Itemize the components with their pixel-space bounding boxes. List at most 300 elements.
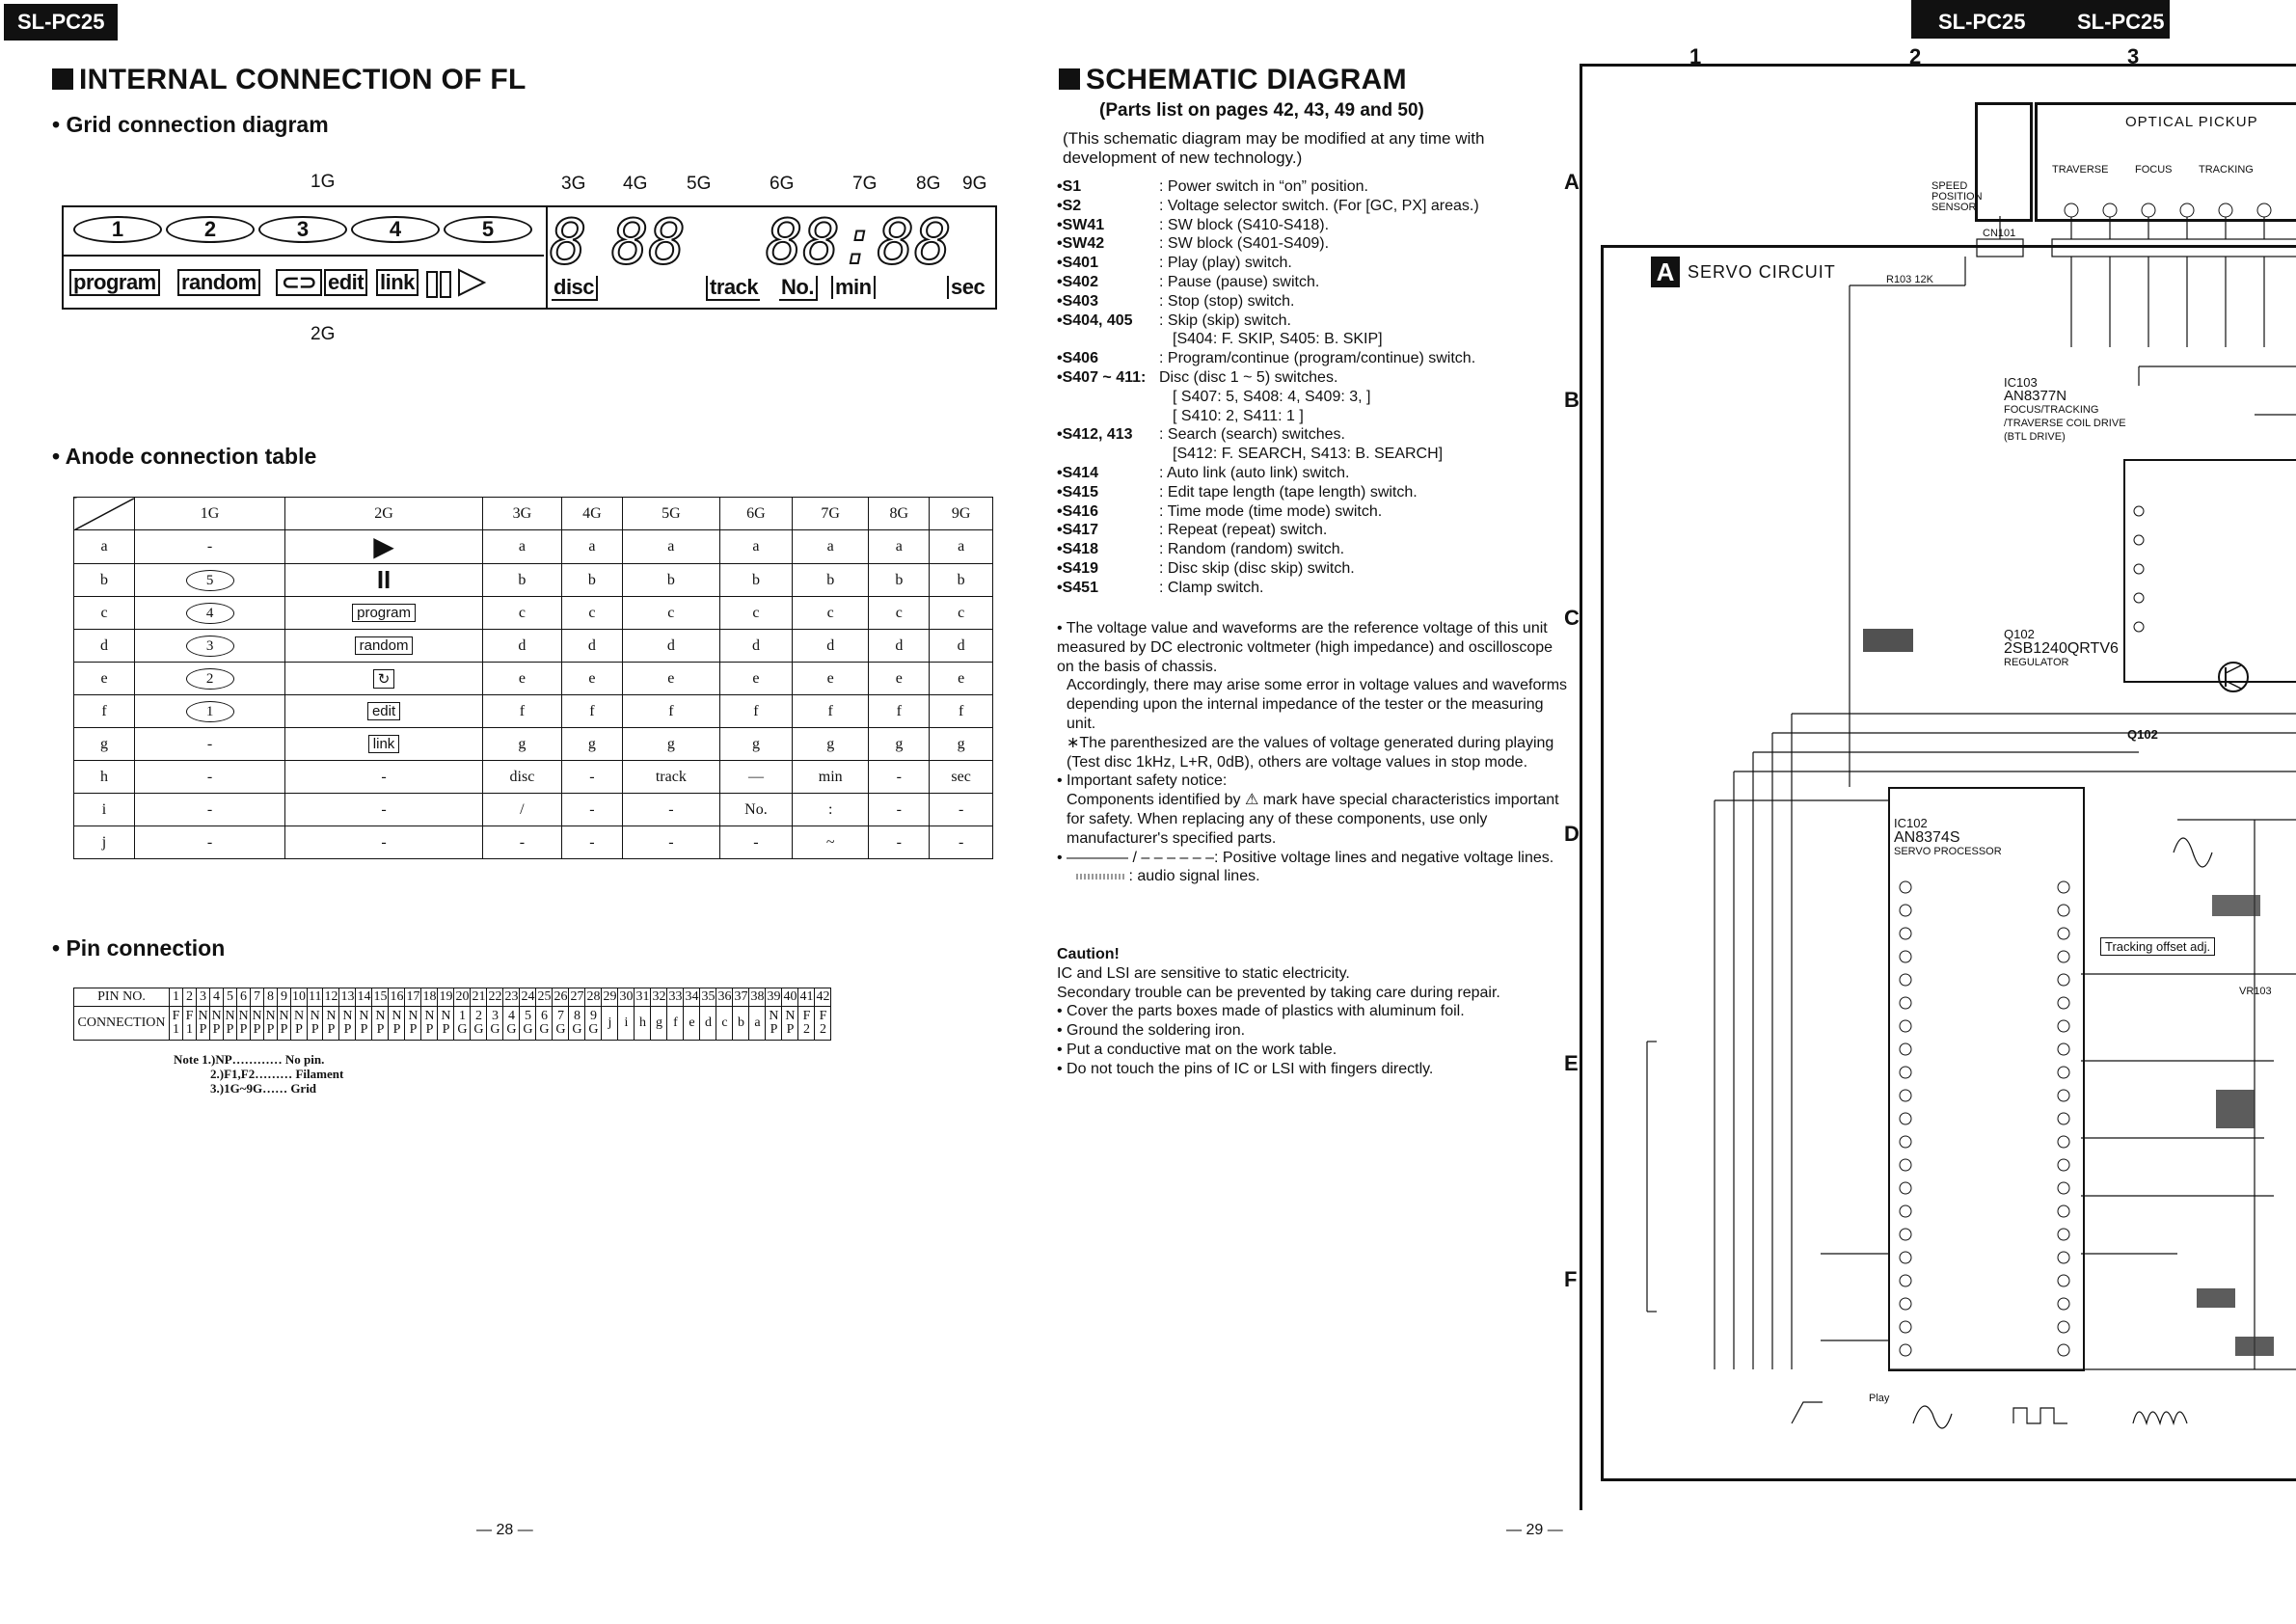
pin-connection-top: j [608, 1015, 612, 1030]
switch-list [1057, 177, 1568, 598]
anode-cell [719, 630, 792, 663]
pin-number: 4 [210, 988, 224, 1007]
grid-label-3g: 3G [561, 174, 586, 194]
anode-cell [561, 663, 622, 695]
anode-row [74, 728, 993, 761]
anode-row-label: e [74, 663, 135, 695]
anode-value: - [381, 800, 387, 818]
switch-entry [1057, 330, 1568, 349]
pin-connection [585, 1007, 602, 1041]
anode-value: - [206, 768, 213, 785]
pin-connection-bottom: P [770, 1022, 778, 1037]
anode-row-label: i [74, 794, 135, 826]
anode-cell [793, 530, 869, 564]
pin-number: 31 [635, 988, 651, 1007]
annunciator-random: random [177, 269, 260, 296]
pin-connection-top: N [392, 1009, 402, 1023]
pin-connection-top: 1 [458, 1009, 466, 1023]
anode-cell [719, 597, 792, 630]
switch-id [1057, 330, 1159, 349]
grid-label-8g: 8G [916, 174, 941, 194]
schematic-section-title: SCHEMATIC DIAGRAM [1059, 64, 1407, 96]
anode-value: f [519, 702, 526, 719]
section-bullet-icon [52, 68, 73, 90]
anode-value: e [588, 669, 596, 687]
pin-connection-top: N [265, 1009, 276, 1023]
pin-connection-top: 3 [491, 1009, 499, 1023]
anode-value: a [667, 538, 675, 555]
anode-value: b [518, 571, 527, 588]
anode-cell [561, 630, 622, 663]
anode-value: f [668, 702, 674, 719]
pin-number: 18 [421, 988, 438, 1007]
anode-cell [285, 530, 483, 564]
pin-connection [210, 1007, 224, 1041]
pin-number: 32 [651, 988, 667, 1007]
word-sec: sec [947, 276, 986, 299]
switch-id: •S415 [1057, 483, 1098, 501]
anode-cell [561, 728, 622, 761]
switch-desc: [S412: F. SEARCH, S413: B. SEARCH] [1173, 446, 1444, 463]
pin-number: 17 [405, 988, 421, 1007]
anode-value: - [668, 833, 674, 851]
switch-desc: [ S410: 2, S411: 1 ] [1173, 407, 1304, 424]
switch-desc: : Voltage selector switch. (For [GC, PX] areas.) [1159, 197, 1479, 214]
pin-connection-bottom: P [343, 1022, 352, 1037]
anode-cell [285, 826, 483, 859]
pause-bar-icon [426, 271, 438, 298]
anode-cell [285, 695, 483, 728]
anode-value: e [826, 669, 834, 687]
anode-cell [482, 794, 561, 826]
pin-notes [174, 1052, 343, 1096]
anode-row [74, 663, 993, 695]
anode-cell [285, 728, 483, 761]
switch-entry [1057, 368, 1568, 388]
anode-value: d [518, 636, 527, 654]
anode-cell [135, 728, 285, 761]
anode-cell [719, 794, 792, 826]
pin-number: 36 [716, 988, 733, 1007]
page-number-right: — 29 — [1506, 1522, 1563, 1538]
pin-connection [291, 1007, 308, 1041]
anode-cell [869, 794, 930, 826]
page-number-left: — 28 — [476, 1522, 533, 1538]
anode-cell [482, 597, 561, 630]
anode-value: c [895, 604, 903, 621]
switch-desc: : Disc skip (disc skip) switch. [1159, 559, 1355, 577]
anode-value: g [751, 735, 760, 752]
pin-connection [766, 1007, 782, 1041]
pin-connection-top: e [689, 1015, 695, 1030]
anode-cell [561, 826, 622, 859]
audio-lines-note: : audio signal lines. [1057, 867, 1568, 886]
pin-heading: • Pin connection [52, 935, 226, 961]
pin-connection [278, 1007, 291, 1041]
anode-value: - [589, 833, 595, 851]
anode-cell [930, 564, 993, 597]
anode-cell [793, 630, 869, 663]
anode-cell [482, 761, 561, 794]
anode-value: b [587, 571, 596, 588]
anode-value: e [518, 669, 526, 687]
pin-number-row [74, 988, 831, 1007]
switch-id: •SW41 [1057, 216, 1105, 233]
pin-number: 26 [553, 988, 569, 1007]
anode-cell [622, 826, 719, 859]
annunciator-program: program [69, 269, 160, 296]
pin-number: 1 [170, 988, 183, 1007]
anode-cell [622, 630, 719, 663]
schematic-wiring [1599, 0, 2296, 1624]
anode-cell [622, 663, 719, 695]
anode-cell [869, 564, 930, 597]
pin-connection-bottom: P [327, 1022, 336, 1037]
pin-connection-row [74, 1007, 831, 1041]
pause-icon: II [376, 565, 392, 594]
anode-cell [869, 530, 930, 564]
anode-col-header: 9G [930, 498, 993, 530]
anode-cell [285, 761, 483, 794]
anode-cell [719, 663, 792, 695]
pin-connection [684, 1007, 700, 1041]
pin-note: Note 1.)NP………… No pin. [174, 1052, 325, 1067]
pin-connection-bottom: P [212, 1022, 221, 1037]
anode-cell [930, 630, 993, 663]
pin-connection [569, 1007, 585, 1041]
pin-connection-bottom: G [539, 1022, 550, 1037]
pin-connection [170, 1007, 183, 1041]
switch-id [1057, 445, 1159, 464]
anode-row-label: g [74, 728, 135, 761]
anode-cell [622, 794, 719, 826]
servo-block-label: A [1651, 257, 1680, 287]
pin-connection-bottom: P [266, 1022, 275, 1037]
pin-connection [651, 1007, 667, 1041]
pin-connection-bottom: G [588, 1022, 599, 1037]
optical-pickup-title: OPTICAL PICKUP [2125, 114, 2258, 130]
switch-id: •S401 [1057, 255, 1098, 272]
grid-label-4g: 4G [623, 174, 648, 194]
pin-connection [308, 1007, 323, 1041]
annunciator-edit: edit [324, 269, 367, 296]
anode-heading: • Anode connection table [52, 444, 317, 469]
anode-cell [930, 728, 993, 761]
switch-entry [1057, 521, 1568, 540]
anode-cell [869, 630, 930, 663]
pin-connection [405, 1007, 421, 1041]
ic103-func-3: (BTL DRIVE) [2004, 431, 2066, 443]
anode-value: — [747, 768, 764, 785]
pin-connection-top: N [441, 1009, 451, 1023]
anode-value: f [958, 702, 964, 719]
pin-connection-top: 7 [556, 1009, 564, 1023]
anode-corner-cell [74, 498, 135, 530]
pin-connection-top: N [424, 1009, 435, 1023]
pin-connection-bottom: G [523, 1022, 533, 1037]
switch-desc: : Clamp switch. [1159, 579, 1264, 596]
anode-cell [482, 695, 561, 728]
pin-number: 21 [471, 988, 487, 1007]
pin-number: 5 [224, 988, 237, 1007]
pin-connection [733, 1007, 749, 1041]
switch-desc: : SW block (S401-S409). [1159, 235, 1330, 253]
anode-value: g [895, 735, 904, 752]
anode-cell [135, 530, 285, 564]
pin-connection-bottom: P [239, 1022, 248, 1037]
anode-value: d [666, 636, 675, 654]
switch-desc: [S404: F. SKIP, S405: B. SKIP] [1173, 331, 1383, 348]
pin-connection-bottom: 1 [186, 1022, 193, 1037]
pin-connection-top: N [326, 1009, 337, 1023]
anode-col-header: 2G [285, 498, 483, 530]
anode-value: f [589, 702, 595, 719]
ic103-ref: IC103 [2004, 375, 2038, 390]
anode-value: track [655, 768, 687, 785]
anode-value: - [753, 833, 759, 851]
anode-value: d [751, 636, 760, 654]
caution-block [1057, 945, 1568, 1079]
switch-entry [1057, 254, 1568, 273]
pin-connection [553, 1007, 569, 1041]
anode-value: c [958, 604, 965, 621]
annunciator-badge: random [355, 636, 414, 655]
connector-label: CN101 [1983, 228, 2016, 239]
anode-value: g [957, 735, 965, 752]
anode-cell [482, 564, 561, 597]
anode-value: - [206, 735, 213, 752]
switch-entry [1057, 540, 1568, 559]
anode-cell [719, 564, 792, 597]
switch-id: •S1 [1057, 178, 1082, 195]
pin-connection-top: d [704, 1015, 712, 1030]
voltage-note-2: Accordingly, there may arise some error in voltage values and waveforms depending upon the internal impedance of the tester or the measuring unit. [1067, 677, 1568, 732]
pin-connection [618, 1007, 635, 1041]
segment-digits-6g-9g: 88:88 [766, 207, 952, 279]
pin-connection-bottom: 2 [819, 1022, 826, 1037]
disc-indicator-5: 5 [444, 216, 532, 243]
anode-cell [930, 597, 993, 630]
anode-value: g [666, 735, 675, 752]
anode-value: e [958, 669, 965, 687]
caution-line: • Put a conductive mat on the work table. [1057, 1041, 1337, 1058]
play-icon [457, 268, 488, 297]
voltage-note-3: ∗The parenthesized are the values of voltage generated during playing (Test disc 1kHz, L+R, 0dB), others are voltage values in stop mode. [1067, 734, 1554, 771]
pin-number: 42 [815, 988, 831, 1007]
anode-cell [285, 630, 483, 663]
disc-number-badge: 1 [186, 701, 234, 722]
pin-connection-top: c [721, 1015, 728, 1030]
traverse-label: TRAVERSE [2052, 164, 2109, 176]
pin-connection-top: b [737, 1015, 744, 1030]
grid-row-e: E [1564, 1051, 1579, 1075]
caution-heading: Caution! [1057, 946, 1120, 962]
pin-connection-top: 5 [524, 1009, 531, 1023]
switch-entry [1057, 579, 1568, 598]
resistor-label: R103 12K [1886, 274, 1933, 285]
anode-value: sec [951, 768, 971, 785]
anode-header-row [74, 498, 993, 530]
pin-number: 9 [278, 988, 291, 1007]
pin-connection-top: 9 [589, 1009, 597, 1023]
anode-cell [622, 564, 719, 597]
annunciator-badge: edit [367, 702, 400, 720]
pin-connection-top: N [211, 1009, 222, 1023]
pin-connection [183, 1007, 197, 1041]
anode-value: - [668, 800, 674, 818]
pin-connection [339, 1007, 356, 1041]
anode-value: - [896, 800, 902, 818]
anode-value: c [518, 604, 526, 621]
switch-entry [1057, 177, 1568, 197]
pin-connection [782, 1007, 798, 1041]
anode-cell [135, 630, 285, 663]
grid-row-d: D [1564, 822, 1580, 846]
pin-number: 30 [618, 988, 635, 1007]
pin-connection-top: 6 [540, 1009, 548, 1023]
anode-value: f [753, 702, 759, 719]
anode-col-header: 4G [561, 498, 622, 530]
segment-digit-3g: 8 [550, 207, 587, 279]
grid-row-a: A [1564, 170, 1580, 194]
grid-label-6g: 6G [770, 174, 795, 194]
pin-number: 6 [237, 988, 251, 1007]
schematic-left-rule [1580, 64, 1582, 1510]
pin-connection [224, 1007, 237, 1041]
pin-number: 7 [251, 988, 264, 1007]
pin-number: 8 [264, 988, 278, 1007]
switch-id: •S418 [1057, 541, 1098, 558]
switch-entry [1057, 559, 1568, 579]
pin-connection-top: N [375, 1009, 386, 1023]
switch-entry [1057, 273, 1568, 292]
anode-cell [561, 564, 622, 597]
pin-connection-top: N [408, 1009, 419, 1023]
pin-number: 2 [183, 988, 197, 1007]
pin-connection-top: 2 [474, 1009, 482, 1023]
pin-connection-bottom: G [473, 1022, 484, 1037]
pin-connection [487, 1007, 503, 1041]
pin-number: 19 [438, 988, 454, 1007]
pin-connection-top: N [342, 1009, 353, 1023]
anode-value: b [751, 571, 760, 588]
disc-number-badge: 3 [186, 636, 234, 657]
switch-id [1057, 407, 1159, 426]
anode-cell [869, 695, 930, 728]
anode-value: disc [509, 768, 535, 785]
anode-value: a [958, 538, 965, 555]
pin-connection-bottom: P [295, 1022, 303, 1037]
pin-connection-bottom: G [457, 1022, 468, 1037]
switch-desc: Disc (disc 1 ~ 5) switches. [1159, 368, 1338, 386]
word-disc: disc [552, 276, 598, 301]
pin-connection-bottom: 1 [173, 1022, 179, 1037]
anode-value: - [589, 768, 595, 785]
model-tag-right-1: SL-PC25 [1938, 10, 2026, 34]
pin-number: 15 [372, 988, 389, 1007]
pin-connection-bottom: P [311, 1022, 319, 1037]
ic102-ref: IC102 [1894, 816, 1928, 830]
pin-connection-top: N [293, 1009, 305, 1023]
anode-value: : [827, 800, 833, 818]
anode-cell [135, 695, 285, 728]
anode-cell [482, 530, 561, 564]
switch-desc: : Time mode (time mode) switch. [1159, 502, 1383, 520]
anode-value: / [520, 800, 525, 818]
anode-value: a [895, 538, 903, 555]
anode-value: - [519, 833, 526, 851]
pin-no-label: PIN NO. [74, 988, 170, 1007]
caution-line: Secondary trouble can be prevented by taking care during repair. [1057, 984, 1500, 1001]
anode-value: c [588, 604, 596, 621]
anode-value: - [896, 833, 902, 851]
disc-number-badge: 2 [186, 668, 234, 690]
pin-connection-top: f [673, 1015, 678, 1030]
pin-connection [749, 1007, 766, 1041]
pin-connection [716, 1007, 733, 1041]
pin-connection-top: N [198, 1009, 208, 1023]
switch-id: •S2 [1057, 197, 1082, 214]
anode-value: e [667, 669, 675, 687]
pin-number: 28 [585, 988, 602, 1007]
grid-connection-diagram [62, 172, 997, 344]
anode-value: - [381, 768, 387, 785]
anode-row [74, 826, 993, 859]
anode-cell [285, 663, 483, 695]
switch-id: •S406 [1057, 350, 1098, 367]
anode-value: g [518, 735, 527, 752]
switch-id: •S403 [1057, 292, 1098, 310]
switch-desc: [ S407: 5, S408: 4, S409: 3, ] [1173, 388, 1371, 405]
anode-col-header: 6G [719, 498, 792, 530]
anode-cell [482, 663, 561, 695]
tracking-label: TRACKING [2199, 164, 2254, 176]
pin-connection-bottom: P [786, 1022, 795, 1037]
anode-cell [719, 530, 792, 564]
pin-connection [798, 1007, 815, 1041]
caution-line: IC and LSI are sensitive to static electricity. [1057, 964, 1350, 982]
switch-id: •S419 [1057, 559, 1098, 577]
anode-value: - [206, 833, 213, 851]
anode-cell [285, 564, 483, 597]
ic102-part: AN8374S [1894, 829, 1960, 846]
switch-id: •S404, 405 [1057, 311, 1133, 329]
anode-cell [135, 663, 285, 695]
anode-cell [869, 597, 930, 630]
anode-value: d [895, 636, 904, 654]
switch-entry [1057, 216, 1568, 235]
pin-connection-top: a [754, 1015, 761, 1030]
anode-row-label: f [74, 695, 135, 728]
anode-value: c [752, 604, 760, 621]
anode-value: e [895, 669, 903, 687]
pin-number: 40 [782, 988, 798, 1007]
switch-id: •S414 [1057, 464, 1098, 481]
pin-connection-bottom: P [253, 1022, 261, 1037]
anode-cell [719, 761, 792, 794]
pin-number: 24 [520, 988, 536, 1007]
pin-note: 3.)1G~9G…… Grid [210, 1081, 317, 1096]
pin-number: 12 [323, 988, 339, 1007]
pin-connection-label: CONNECTION [74, 1007, 170, 1041]
switch-id: •S417 [1057, 522, 1098, 539]
switch-desc: : Auto link (auto link) switch. [1159, 464, 1350, 481]
anode-cell [793, 597, 869, 630]
switch-desc: : Stop (stop) switch. [1159, 292, 1295, 310]
pin-connection [389, 1007, 405, 1041]
anode-cell [930, 663, 993, 695]
parts-list-ref: (Parts list on pages 42, 43, 49 and 50) [1099, 100, 1424, 121]
